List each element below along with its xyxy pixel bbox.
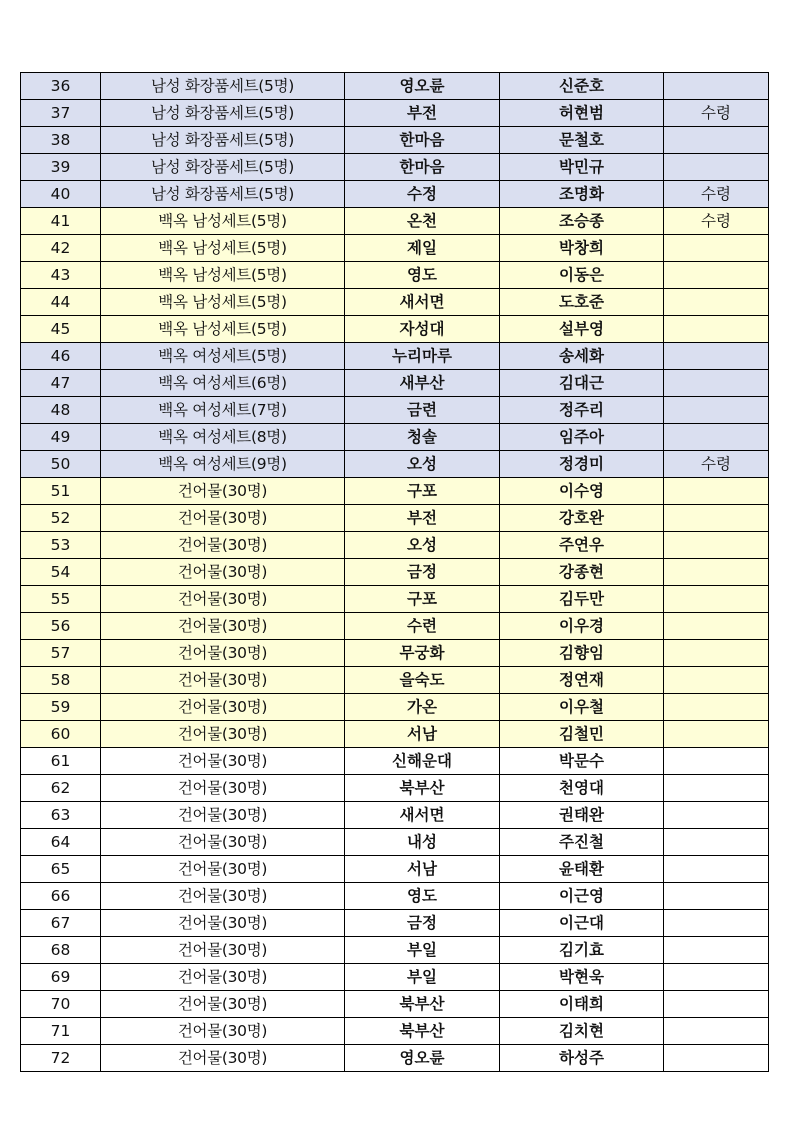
- table-row: [21, 559, 769, 586]
- branch-cell: 부일: [345, 964, 500, 991]
- branch-cell: 신해운대: [345, 748, 500, 775]
- table-row: [21, 451, 769, 478]
- prize-cell: 남성 화장품세트(5명): [101, 154, 345, 181]
- branch-cell: 온천: [345, 208, 500, 235]
- received-note-cell: [664, 721, 769, 748]
- winner-name-cell: 박창희: [500, 235, 664, 262]
- prize-winner-table: [20, 72, 769, 1072]
- branch-cell: 부전: [345, 505, 500, 532]
- branch-cell: 새서면: [345, 802, 500, 829]
- row-number-cell: 39: [21, 154, 101, 181]
- winner-name-cell: 이근대: [500, 910, 664, 937]
- received-note-cell: 수령: [664, 451, 769, 478]
- row-number-cell: 37: [21, 100, 101, 127]
- table-row: [21, 370, 769, 397]
- prize-cell: 건어물(30명): [101, 478, 345, 505]
- row-number-cell: 54: [21, 559, 101, 586]
- row-number-cell: 65: [21, 856, 101, 883]
- branch-cell: 부전: [345, 100, 500, 127]
- winner-name-cell: 이근영: [500, 883, 664, 910]
- prize-cell: 백옥 남성세트(5명): [101, 208, 345, 235]
- table-row: [21, 937, 769, 964]
- table-row: [21, 397, 769, 424]
- received-note-cell: [664, 883, 769, 910]
- received-note-cell: [664, 316, 769, 343]
- received-note-cell: [664, 262, 769, 289]
- prize-cell: 남성 화장품세트(5명): [101, 73, 345, 100]
- branch-cell: 북부산: [345, 775, 500, 802]
- table-row: [21, 100, 769, 127]
- branch-cell: 영도: [345, 262, 500, 289]
- row-number-cell: 55: [21, 586, 101, 613]
- prize-cell: 남성 화장품세트(5명): [101, 100, 345, 127]
- prize-winner-sheet: [20, 72, 768, 1072]
- winner-name-cell: 송세화: [500, 343, 664, 370]
- winner-name-cell: 이태희: [500, 991, 664, 1018]
- prize-cell: 건어물(30명): [101, 883, 345, 910]
- prize-cell: 백옥 여성세트(9명): [101, 451, 345, 478]
- winner-name-cell: 이우철: [500, 694, 664, 721]
- branch-cell: 구포: [345, 586, 500, 613]
- prize-cell: 남성 화장품세트(5명): [101, 181, 345, 208]
- branch-cell: 가온: [345, 694, 500, 721]
- winner-name-cell: 주진철: [500, 829, 664, 856]
- branch-cell: 내성: [345, 829, 500, 856]
- received-note-cell: [664, 937, 769, 964]
- row-number-cell: 66: [21, 883, 101, 910]
- prize-cell: 백옥 남성세트(5명): [101, 235, 345, 262]
- row-number-cell: 68: [21, 937, 101, 964]
- received-note-cell: [664, 964, 769, 991]
- branch-cell: 오성: [345, 451, 500, 478]
- prize-cell: 건어물(30명): [101, 532, 345, 559]
- table-row: [21, 424, 769, 451]
- table-row: [21, 262, 769, 289]
- row-number-cell: 60: [21, 721, 101, 748]
- prize-cell: 백옥 남성세트(5명): [101, 316, 345, 343]
- row-number-cell: 47: [21, 370, 101, 397]
- row-number-cell: 61: [21, 748, 101, 775]
- branch-cell: 구포: [345, 478, 500, 505]
- winner-name-cell: 강종현: [500, 559, 664, 586]
- winner-name-cell: 박문수: [500, 748, 664, 775]
- table-row: [21, 694, 769, 721]
- table-row: [21, 883, 769, 910]
- received-note-cell: 수령: [664, 208, 769, 235]
- winner-name-cell: 김철민: [500, 721, 664, 748]
- winner-name-cell: 정경미: [500, 451, 664, 478]
- received-note-cell: [664, 73, 769, 100]
- winner-name-cell: 설부영: [500, 316, 664, 343]
- table-row: [21, 235, 769, 262]
- winner-name-cell: 이우경: [500, 613, 664, 640]
- branch-cell: 누리마루: [345, 343, 500, 370]
- received-note-cell: [664, 775, 769, 802]
- table-row: [21, 775, 769, 802]
- row-number-cell: 71: [21, 1018, 101, 1045]
- table-row: [21, 181, 769, 208]
- prize-cell: 백옥 여성세트(6명): [101, 370, 345, 397]
- table-row: [21, 532, 769, 559]
- row-number-cell: 43: [21, 262, 101, 289]
- row-number-cell: 41: [21, 208, 101, 235]
- winner-name-cell: 천영대: [500, 775, 664, 802]
- row-number-cell: 63: [21, 802, 101, 829]
- prize-cell: 건어물(30명): [101, 694, 345, 721]
- table-row: [21, 1045, 769, 1072]
- table-row: [21, 478, 769, 505]
- branch-cell: 한마음: [345, 154, 500, 181]
- received-note-cell: [664, 154, 769, 181]
- row-number-cell: 56: [21, 613, 101, 640]
- table-row: [21, 856, 769, 883]
- branch-cell: 오성: [345, 532, 500, 559]
- branch-cell: 새서면: [345, 289, 500, 316]
- table-row: [21, 586, 769, 613]
- winner-name-cell: 주연우: [500, 532, 664, 559]
- table-row: [21, 73, 769, 100]
- table-row: [21, 829, 769, 856]
- row-number-cell: 48: [21, 397, 101, 424]
- prize-cell: 건어물(30명): [101, 586, 345, 613]
- branch-cell: 부일: [345, 937, 500, 964]
- prize-cell: 건어물(30명): [101, 667, 345, 694]
- prize-cell: 건어물(30명): [101, 559, 345, 586]
- table-row: [21, 127, 769, 154]
- row-number-cell: 50: [21, 451, 101, 478]
- received-note-cell: [664, 397, 769, 424]
- received-note-cell: [664, 667, 769, 694]
- row-number-cell: 49: [21, 424, 101, 451]
- winner-name-cell: 도호준: [500, 289, 664, 316]
- received-note-cell: [664, 1045, 769, 1072]
- received-note-cell: [664, 370, 769, 397]
- row-number-cell: 44: [21, 289, 101, 316]
- prize-cell: 건어물(30명): [101, 937, 345, 964]
- branch-cell: 북부산: [345, 991, 500, 1018]
- received-note-cell: [664, 613, 769, 640]
- received-note-cell: [664, 802, 769, 829]
- prize-cell: 건어물(30명): [101, 775, 345, 802]
- received-note-cell: [664, 1018, 769, 1045]
- received-note-cell: [664, 694, 769, 721]
- received-note-cell: [664, 235, 769, 262]
- table-row: [21, 910, 769, 937]
- table-body: [21, 73, 769, 1072]
- row-number-cell: 52: [21, 505, 101, 532]
- prize-cell: 건어물(30명): [101, 721, 345, 748]
- winner-name-cell: 하성주: [500, 1045, 664, 1072]
- winner-name-cell: 김치현: [500, 1018, 664, 1045]
- table-row: [21, 991, 769, 1018]
- received-note-cell: [664, 532, 769, 559]
- prize-cell: 건어물(30명): [101, 856, 345, 883]
- branch-cell: 제일: [345, 235, 500, 262]
- winner-name-cell: 조승종: [500, 208, 664, 235]
- received-note-cell: [664, 559, 769, 586]
- row-number-cell: 69: [21, 964, 101, 991]
- row-number-cell: 53: [21, 532, 101, 559]
- row-number-cell: 70: [21, 991, 101, 1018]
- row-number-cell: 72: [21, 1045, 101, 1072]
- branch-cell: 영도: [345, 883, 500, 910]
- received-note-cell: [664, 856, 769, 883]
- table-row: [21, 343, 769, 370]
- received-note-cell: 수령: [664, 100, 769, 127]
- received-note-cell: [664, 991, 769, 1018]
- received-note-cell: [664, 289, 769, 316]
- row-number-cell: 38: [21, 127, 101, 154]
- branch-cell: 청솔: [345, 424, 500, 451]
- table-row: [21, 505, 769, 532]
- branch-cell: 새부산: [345, 370, 500, 397]
- branch-cell: 수정: [345, 181, 500, 208]
- branch-cell: 수련: [345, 613, 500, 640]
- winner-name-cell: 박민규: [500, 154, 664, 181]
- prize-cell: 건어물(30명): [101, 1045, 345, 1072]
- received-note-cell: [664, 478, 769, 505]
- branch-cell: 자성대: [345, 316, 500, 343]
- row-number-cell: 57: [21, 640, 101, 667]
- winner-name-cell: 윤태환: [500, 856, 664, 883]
- table-row: [21, 640, 769, 667]
- table-row: [21, 667, 769, 694]
- winner-name-cell: 강호완: [500, 505, 664, 532]
- row-number-cell: 64: [21, 829, 101, 856]
- branch-cell: 영오륜: [345, 73, 500, 100]
- branch-cell: 서남: [345, 721, 500, 748]
- row-number-cell: 51: [21, 478, 101, 505]
- table-row: [21, 289, 769, 316]
- row-number-cell: 59: [21, 694, 101, 721]
- winner-name-cell: 정주리: [500, 397, 664, 424]
- winner-name-cell: 김향임: [500, 640, 664, 667]
- received-note-cell: [664, 748, 769, 775]
- prize-cell: 건어물(30명): [101, 748, 345, 775]
- winner-name-cell: 김대근: [500, 370, 664, 397]
- branch-cell: 금정: [345, 910, 500, 937]
- table-row: [21, 154, 769, 181]
- prize-cell: 건어물(30명): [101, 802, 345, 829]
- row-number-cell: 46: [21, 343, 101, 370]
- winner-name-cell: 박현욱: [500, 964, 664, 991]
- row-number-cell: 67: [21, 910, 101, 937]
- received-note-cell: [664, 127, 769, 154]
- prize-cell: 건어물(30명): [101, 505, 345, 532]
- prize-cell: 백옥 여성세트(8명): [101, 424, 345, 451]
- row-number-cell: 58: [21, 667, 101, 694]
- winner-name-cell: 김두만: [500, 586, 664, 613]
- table-row: [21, 1018, 769, 1045]
- branch-cell: 금련: [345, 397, 500, 424]
- winner-name-cell: 이동은: [500, 262, 664, 289]
- row-number-cell: 62: [21, 775, 101, 802]
- prize-cell: 건어물(30명): [101, 1018, 345, 1045]
- received-note-cell: 수령: [664, 181, 769, 208]
- winner-name-cell: 이수영: [500, 478, 664, 505]
- row-number-cell: 40: [21, 181, 101, 208]
- received-note-cell: [664, 829, 769, 856]
- table-row: [21, 613, 769, 640]
- branch-cell: 영오륜: [345, 1045, 500, 1072]
- prize-cell: 백옥 남성세트(5명): [101, 289, 345, 316]
- branch-cell: 서남: [345, 856, 500, 883]
- received-note-cell: [664, 586, 769, 613]
- received-note-cell: [664, 343, 769, 370]
- table-row: [21, 802, 769, 829]
- row-number-cell: 42: [21, 235, 101, 262]
- winner-name-cell: 문철호: [500, 127, 664, 154]
- winner-name-cell: 김기효: [500, 937, 664, 964]
- branch-cell: 을숙도: [345, 667, 500, 694]
- prize-cell: 건어물(30명): [101, 829, 345, 856]
- row-number-cell: 36: [21, 73, 101, 100]
- prize-cell: 건어물(30명): [101, 640, 345, 667]
- winner-name-cell: 정연재: [500, 667, 664, 694]
- branch-cell: 한마음: [345, 127, 500, 154]
- received-note-cell: [664, 640, 769, 667]
- table-row: [21, 964, 769, 991]
- winner-name-cell: 허현범: [500, 100, 664, 127]
- table-row: [21, 208, 769, 235]
- prize-cell: 남성 화장품세트(5명): [101, 127, 345, 154]
- branch-cell: 북부산: [345, 1018, 500, 1045]
- received-note-cell: [664, 910, 769, 937]
- prize-cell: 건어물(30명): [101, 910, 345, 937]
- winner-name-cell: 조명화: [500, 181, 664, 208]
- prize-cell: 건어물(30명): [101, 991, 345, 1018]
- prize-cell: 백옥 여성세트(7명): [101, 397, 345, 424]
- winner-name-cell: 권태완: [500, 802, 664, 829]
- winner-name-cell: 임주아: [500, 424, 664, 451]
- row-number-cell: 45: [21, 316, 101, 343]
- received-note-cell: [664, 505, 769, 532]
- prize-cell: 건어물(30명): [101, 613, 345, 640]
- prize-cell: 백옥 남성세트(5명): [101, 262, 345, 289]
- table-row: [21, 721, 769, 748]
- table-row: [21, 316, 769, 343]
- branch-cell: 금정: [345, 559, 500, 586]
- received-note-cell: [664, 424, 769, 451]
- prize-cell: 백옥 여성세트(5명): [101, 343, 345, 370]
- prize-cell: 건어물(30명): [101, 964, 345, 991]
- table-row: [21, 748, 769, 775]
- branch-cell: 무궁화: [345, 640, 500, 667]
- winner-name-cell: 신준호: [500, 73, 664, 100]
